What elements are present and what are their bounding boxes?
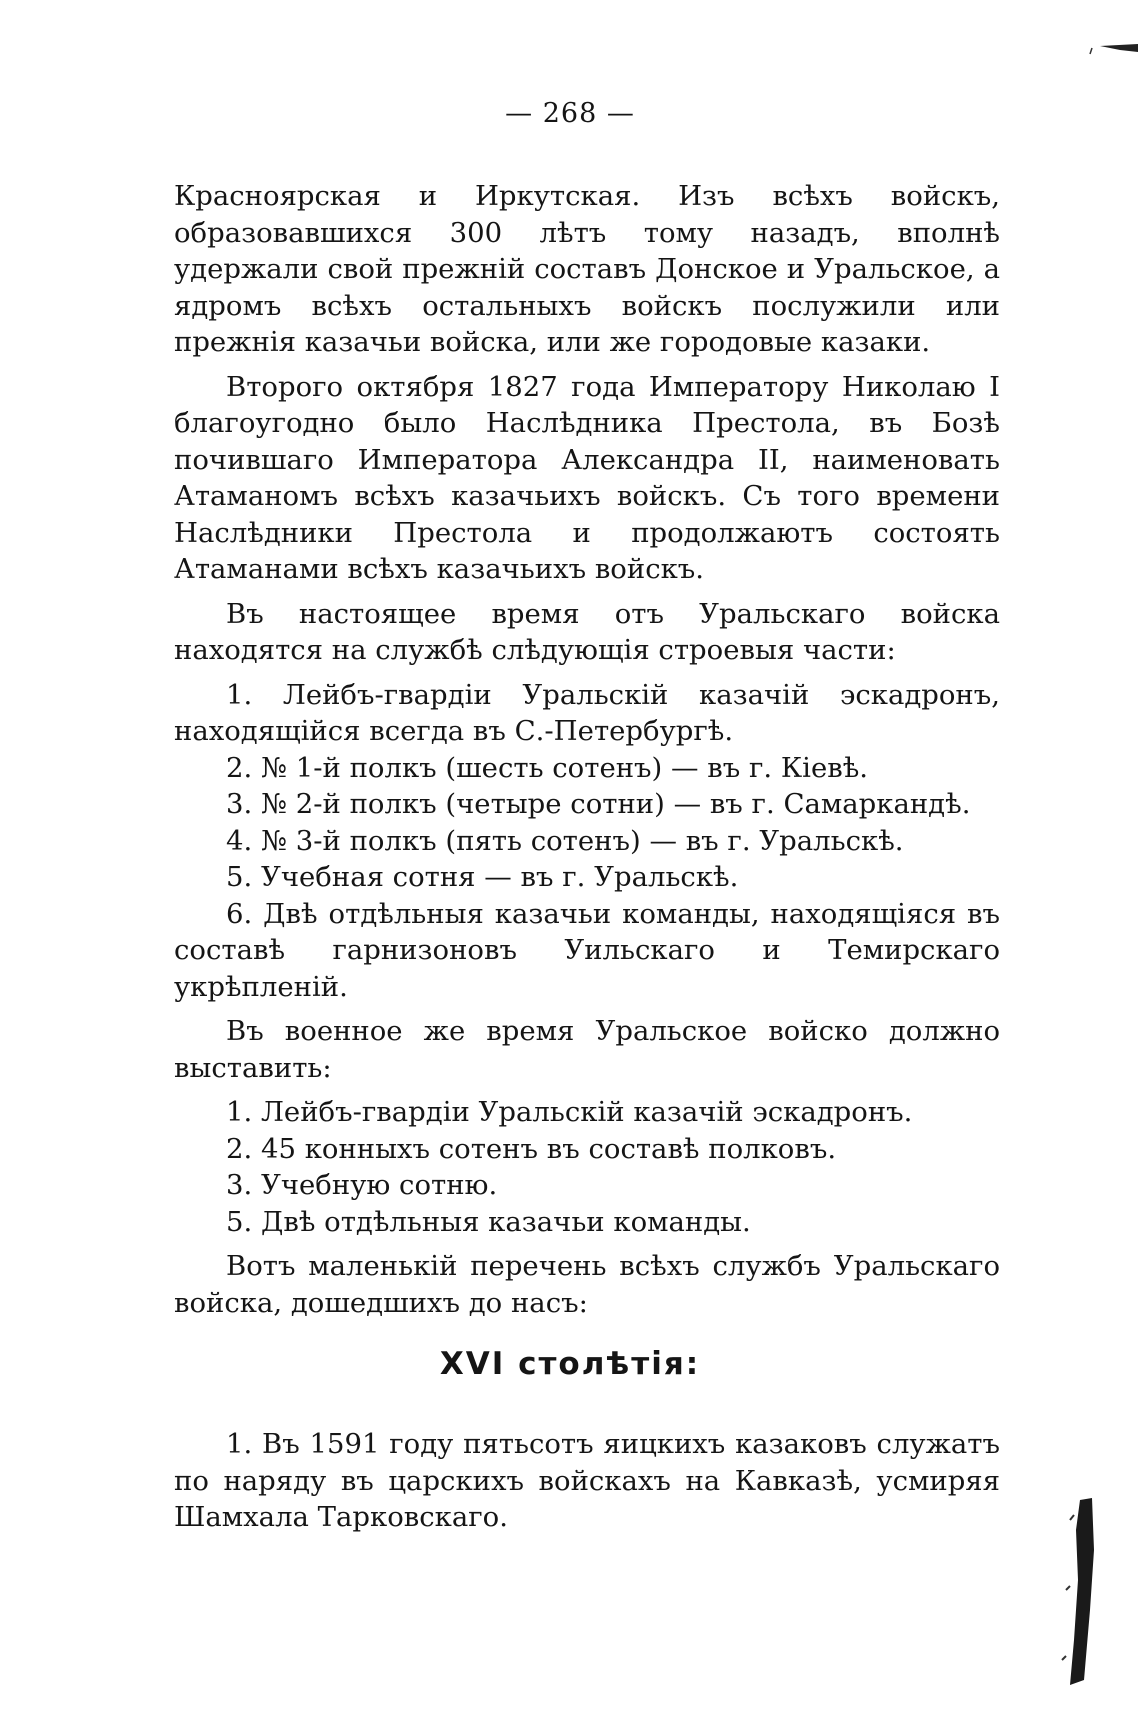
list-item: 1. Лейбъ-гвардіи Уральскій казачій эскадронъ.	[226, 1096, 913, 1128]
paragraph: Второго октября 1827 года Императору Николаю I благоугодно было Наслѣдника Престола, въ Бозѣ почившаго Императора Александра II, наименовать Атаманомъ всѣхъ казачьихъ войскъ. Съ того времени Наслѣдники Престола и продолжаютъ состоять Атаманами всѣхъ казачьихъ войскъ.	[174, 370, 1000, 585]
list-item: 1. Лейбъ-гвардіи Уральскій казачій эскадронъ, находящійся всегда въ С.-Петербургѣ.	[174, 678, 1000, 747]
list-item: 2. № 1-й полкъ (шесть сотенъ) — въ г. Кіевѣ.	[226, 751, 869, 784]
list-item: 5. Учебная сотня — въ г. Уральскѣ.	[226, 861, 739, 893]
paragraph: Красноярская и Иркутская. Изъ всѣхъ войскъ, образовавшихся 300 лѣтъ тому назадъ, вполнѣ удержали свой прежній составъ Донское и Уральское, а ядромъ всѣхъ остальныхъ войскъ послужили или прежнія казачьи войска, или же городовые казаки.	[174, 180, 1000, 358]
section-heading: XVI столѣтія:	[439, 1346, 701, 1382]
list-item: 5. Двѣ отдѣльныя казачьи команды.	[226, 1205, 751, 1238]
body-text	[174, 178, 1000, 1329]
paragraph: Въ настоящее время отъ Уральскаго войска находятся на службѣ слѣдующія строевыя части:	[174, 597, 1000, 666]
scan-edge-strip	[1040, 1490, 1100, 1690]
paragraph: Вотъ маленькій перечень всѣхъ службъ Уральскаго войска, дошедшихъ до насъ:	[174, 1250, 1000, 1319]
scan-edge-mark	[1080, 40, 1140, 60]
list-item: 2. 45 конныхъ сотенъ въ составѣ полковъ.	[226, 1132, 837, 1165]
peace-units-list	[174, 677, 1000, 1006]
paragraph: Въ военное же время Уральское войско должно выставить:	[174, 1015, 1000, 1084]
list-item: 3. № 2-й полкъ (четыре сотни) — въ г. Самаркандѣ.	[226, 788, 971, 820]
list-item: 4. № 3-й полкъ (пять сотенъ) — въ г. Уральскѣ.	[226, 824, 904, 857]
section-body	[174, 1426, 1000, 1536]
war-units-list	[174, 1094, 1000, 1240]
list-item: 3. Учебную сотню.	[226, 1169, 498, 1201]
page-number: — 268 —	[505, 98, 635, 129]
list-item: 6. Двѣ отдѣльныя казачьи команды, находящіяся въ составѣ гарнизоновъ Уильскаго и Темирскаго укрѣпленій.	[174, 897, 1000, 1003]
entry: 1. Въ 1591 году пятьсотъ яицкихъ казаковъ служатъ по наряду въ царскихъ войскахъ на Кавказѣ, усмиряя Шамхала Тарковскаго.	[174, 1428, 1000, 1533]
